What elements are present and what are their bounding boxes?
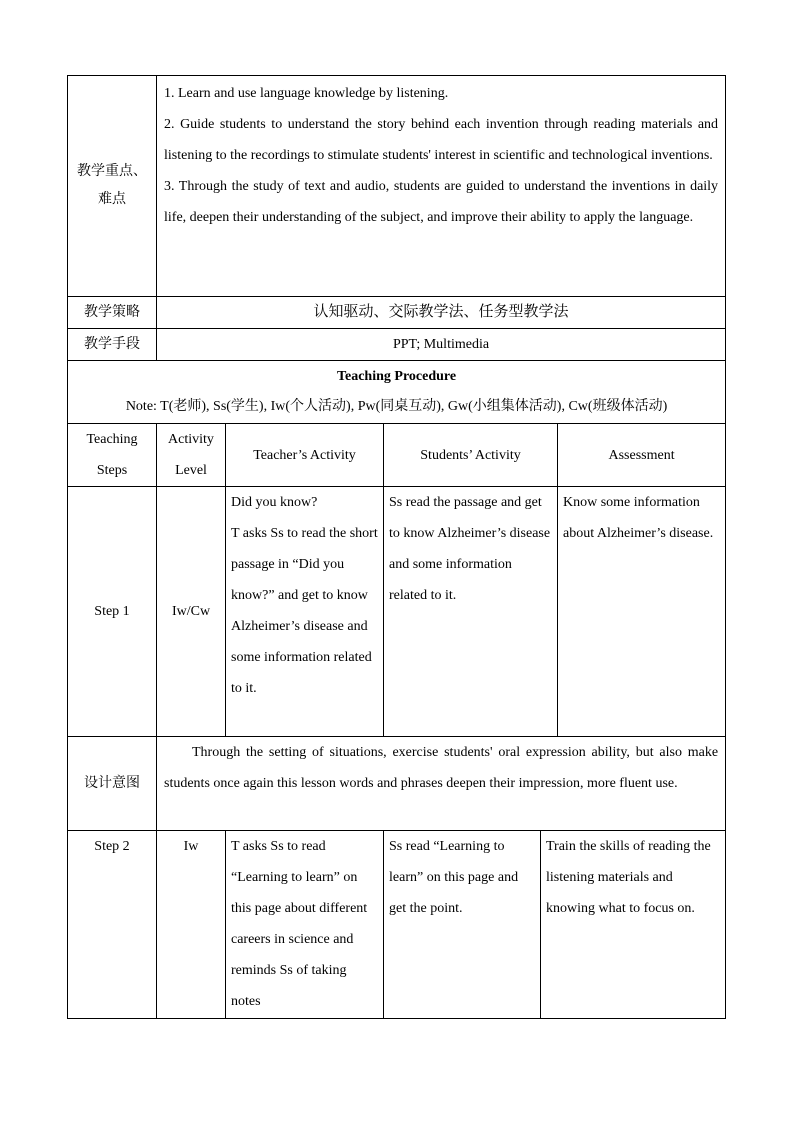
focus-item-1: 1. Learn and use language knowledge by listening. <box>164 86 449 101</box>
header-level <box>157 424 226 487</box>
design-text: Through the setting of situations, exercise students' oral expression ability, but also make students once again this lesson words and phrases deepen their impression, more fluent use. <box>157 737 726 831</box>
step1-assessment: Know some information about Alzheimer’s disease. <box>558 487 726 737</box>
step1-row <box>68 487 726 737</box>
strategy-label: 教学策略 <box>68 297 157 329</box>
procedure-note: Note: T(老师), Ss(学生), Iw(个人活动), Pw(同桌互动), Gw(小组集体活动), Cw(班级体活动) <box>125 399 668 414</box>
step1-teacher: Did you know? T asks Ss to read the short passage in “Did you know?” and get to know Alzheimer’s disease and some information related to it. <box>226 487 384 737</box>
column-header-row <box>68 424 726 487</box>
header-steps-text: Teaching Steps <box>86 432 138 478</box>
focus-item-2: 2. Guide students to understand the story behind each invention through reading materials and listening to the recordings to stimulate students' interest in scientific and technological inventions. <box>164 117 719 163</box>
design-label: 设计意图 <box>68 737 157 831</box>
means-label: 教学手段 <box>68 329 157 361</box>
focus-content <box>157 76 726 297</box>
header-teacher: Teacher’s Activity <box>226 424 384 487</box>
strategy-row <box>68 297 726 329</box>
design-row <box>68 737 726 831</box>
header-level-text: Activity Level <box>168 432 214 478</box>
focus-row <box>68 76 726 297</box>
header-assessment: Assessment <box>558 424 726 487</box>
step2-step: Step 2 <box>68 831 157 1019</box>
lesson-plan-table <box>67 75 726 1019</box>
procedure-header <box>68 361 726 424</box>
procedure-row <box>68 361 726 424</box>
step2-teacher: T asks Ss to read “Learning to learn” on this page about different careers in science and reminds Ss of taking notes <box>226 831 384 1019</box>
step2-level: Iw <box>157 831 226 1019</box>
focus-label-text: 教学重点、难点 <box>77 163 147 207</box>
step1-level: Iw/Cw <box>157 487 226 737</box>
step2-row <box>68 831 726 1019</box>
focus-item-3: 3. Through the study of text and audio, students are guided to understand the inventions in daily life, deepen their understanding of the subject, and improve their ability to apply the language. <box>164 179 719 225</box>
step1-step: Step 1 <box>68 487 157 737</box>
step1-students: Ss read the passage and get to know Alzheimer’s disease and some information related to it. <box>384 487 558 737</box>
step2-students: Ss read “Learning to learn” on this page and get the point. <box>384 831 541 1019</box>
header-steps <box>68 424 157 487</box>
procedure-title: Teaching Procedure <box>336 369 457 384</box>
strategy-value: 认知驱动、交际教学法、任务型教学法 <box>157 297 726 329</box>
step2-assessment: Train the skills of reading the listening materials and knowing what to focus on. <box>541 831 726 1019</box>
means-value: PPT; Multimedia <box>157 329 726 361</box>
focus-label <box>68 76 157 297</box>
means-row <box>68 329 726 361</box>
header-students: Students’ Activity <box>384 424 558 487</box>
